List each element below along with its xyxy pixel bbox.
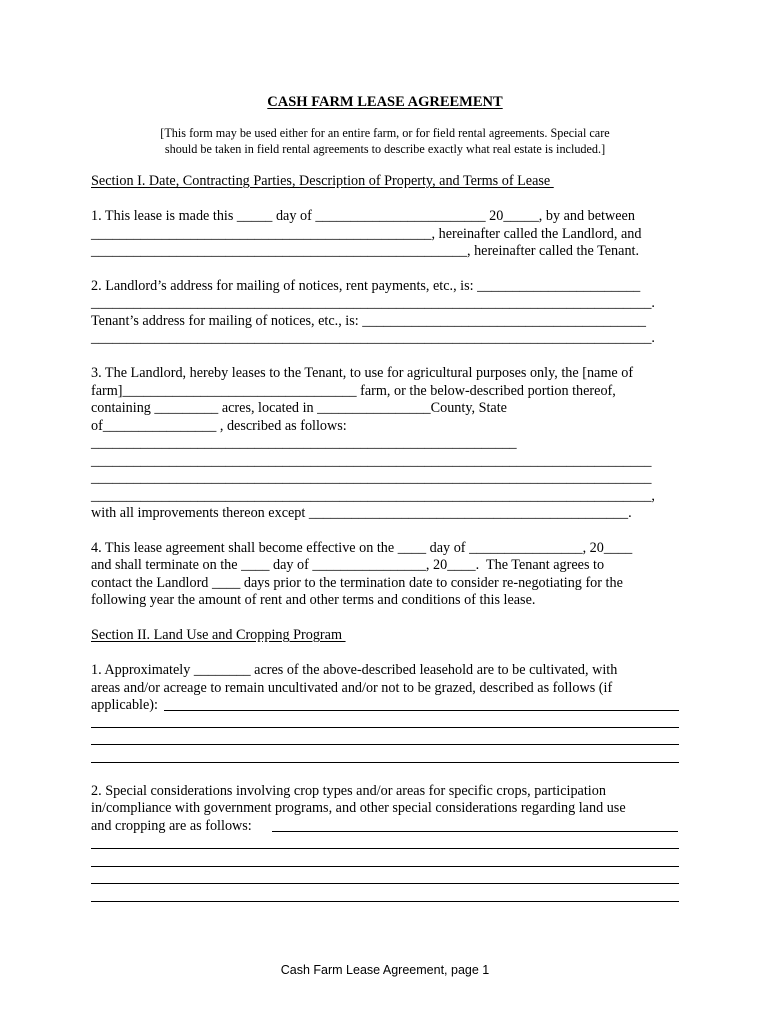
answer-line	[91, 883, 679, 884]
landlord-address-blank: _______________________________________________________________________________.	[91, 295, 655, 311]
lease-date-line: 1. This lease is made this _____ day of ________________________ 20_____, by and between	[91, 208, 635, 224]
applicable-label: applicable):	[91, 697, 162, 713]
answer-line	[91, 901, 679, 902]
effective-date-line: 4. This lease agreement shall become effective on the ____ day of ________________, 20____	[91, 540, 633, 556]
answer-line	[91, 866, 679, 867]
landlord-name-line: ________________________________________________, hereinafter called the Landlord, and	[91, 226, 642, 242]
special-considerations-line: 2. Special considerations involving crop types and/or areas for specific crops, participation	[91, 783, 606, 799]
answer-line	[272, 831, 678, 832]
tenant-address-line: Tenant’s address for mailing of notices, etc., is: ________________________________________	[91, 313, 647, 329]
renegotiation-line: following year the amount of rent and other terms and conditions of this lease.	[91, 592, 536, 608]
farm-name-line: farm]_________________________________ farm, or the below-described portion thereof,	[91, 383, 616, 399]
instruction-note	[100, 125, 670, 157]
tenant-address-blank: _______________________________________________________________________________.	[91, 330, 655, 346]
answer-line	[164, 710, 679, 711]
answer-line	[91, 744, 679, 745]
tenant-name-line: _____________________________________________________, hereinafter called the Tenant.	[91, 243, 640, 259]
page-footer: Cash Farm Lease Agreement, page 1	[280, 963, 490, 977]
document-title: CASH FARM LEASE AGREEMENT	[267, 94, 503, 110]
section-1-heading: Section I. Date, Contracting Parties, Description of Property, and Terms of Lease	[91, 173, 554, 189]
note-line: [This form may be used either for an entire farm, or for field rental agreements. Special care	[160, 126, 610, 140]
section-2-heading: Section II. Land Use and Cropping Program	[91, 627, 346, 643]
renegotiation-line: contact the Landlord ____ days prior to the termination date to consider re-negotiating for the	[91, 575, 623, 591]
landlord-address-line: 2. Landlord’s address for mailing of notices, rent payments, etc., is: _______________________	[91, 278, 641, 294]
acreage-location-line: containing _________ acres, located in ________________County, State	[91, 400, 507, 416]
state-line: of________________ , described as follows:	[91, 418, 347, 434]
description-blank: ____________________________________________________________	[91, 435, 517, 451]
answer-line	[91, 762, 679, 763]
description-blank: _______________________________________________________________________________	[91, 453, 652, 469]
termination-line: and shall terminate on the ____ day of ________________, 20____. The Tenant agrees to	[91, 557, 605, 573]
note-line: should be taken in field rental agreements to describe exactly what real estate is included.]	[164, 142, 606, 156]
improvements-line: with all improvements thereon except _____________________________________________.	[91, 505, 632, 521]
answer-line	[91, 727, 679, 728]
lease-grant-line: 3. The Landlord, hereby leases to the Tenant, to use for agricultural purposes only, the [name of	[91, 365, 634, 381]
description-blank: _______________________________________________________________________________,	[91, 488, 655, 504]
cultivated-acres-line: 1. Approximately ________ acres of the above-described leasehold are to be cultivated, with	[91, 662, 618, 678]
description-blank: _______________________________________________________________________________	[91, 470, 652, 486]
special-considerations-line: in/compliance with government programs, and other special considerations regarding land use	[91, 800, 626, 816]
uncultivated-areas-line: areas and/or acreage to remain uncultivated and/or not to be grazed, described as follows (if	[91, 680, 613, 696]
answer-line	[91, 848, 679, 849]
cropping-label: and cropping are as follows:	[91, 818, 259, 834]
